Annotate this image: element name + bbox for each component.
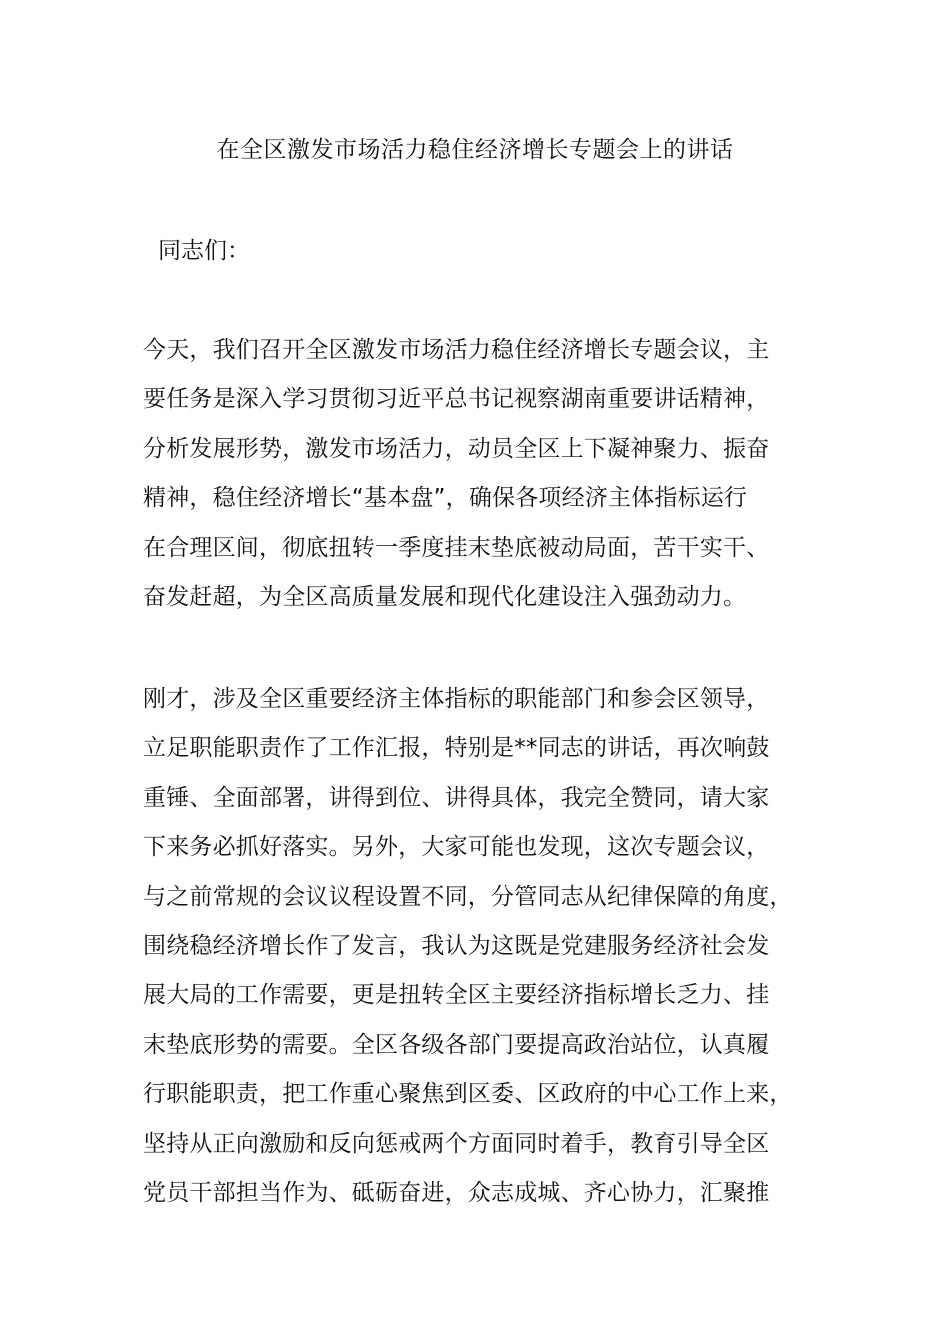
paragraph-1 — [143, 326, 813, 622]
text-line: 今天，我们召开全区激发市场活力稳住经济增长专题会议，主 — [143, 337, 770, 363]
text-line: 展大局的工作需要，更是扭转全区主要经济指标增长乏力、挂 — [143, 982, 770, 1009]
text-line: 与之前常规的会议议程设置不同，分管同志从纪律保障的角度， — [143, 883, 793, 910]
text-line: 坚持从正向激励和反向惩戒两个方面同时着手，教育引导全区 — [143, 1130, 770, 1157]
text-line: 下来务必抓好落实。另外，大家可能也发现，这次专题会议， — [143, 834, 770, 861]
text-line: 要任务是深入学习贯彻习近平总书记视察湖南重要讲话精神， — [143, 386, 770, 413]
paragraph-2 — [143, 675, 813, 1218]
text-line: 围绕稳经济增长作了发言，我认为这既是党建服务经济社会发 — [143, 932, 770, 959]
text-line: 分析发展形势，激发市场活力，动员全区上下凝神聚力、振奋 — [143, 435, 770, 462]
text-line: 立足职能职责作了工作汇报，特别是**同志的讲话，再次响鼓 — [143, 735, 770, 762]
text-line: 奋发赶超，为全区高质量发展和现代化建设注入强劲动力。 — [143, 583, 747, 610]
text-line: 行职能职责，把工作重心聚焦到区委、区政府的中心工作上来， — [143, 1081, 793, 1108]
text-line: 在合理区间，彻底扭转一季度挂末垫底被动局面，苦干实干、 — [143, 534, 770, 561]
text-line: 刚才，涉及全区重要经济主体指标的职能部门和参会区领导， — [143, 686, 770, 712]
text-line: 末垫底形势的需要。全区各级各部门要提高政治站位，认真履 — [143, 1031, 770, 1058]
text-line: 重锤、全面部署，讲得到位、讲得具体，我完全赞同，请大家 — [143, 784, 770, 811]
salutation: 同志们： — [158, 238, 250, 264]
text-line: 党员干部担当作为、砥砺奋进，众志成城、齐心协力，汇聚推 — [143, 1179, 770, 1206]
text-line: 精神，稳住经济增长“基本盘”，确保各项经济主体指标运行 — [143, 485, 748, 512]
document-title: 在全区激发市场活力稳住经济增长专题会上的讲话 — [216, 137, 734, 163]
